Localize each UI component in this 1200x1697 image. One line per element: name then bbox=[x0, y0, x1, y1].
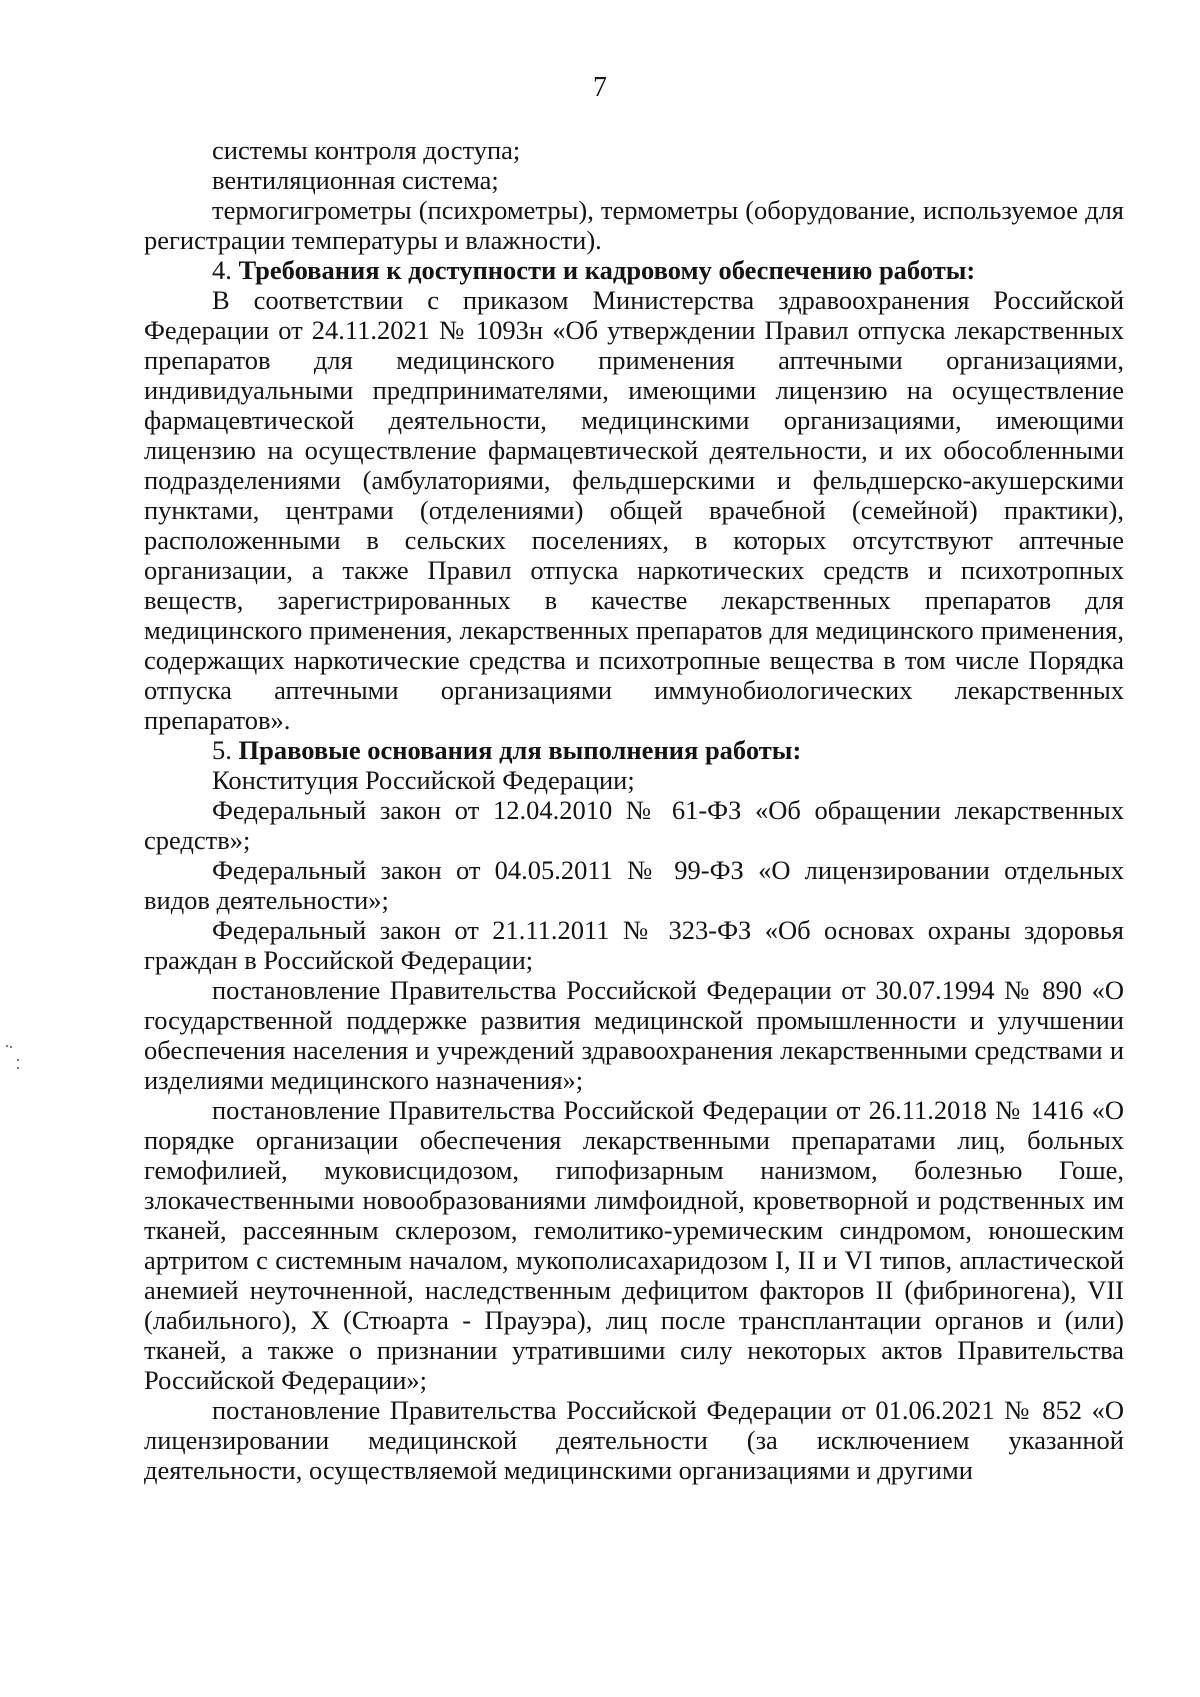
section-5-number: 5. bbox=[212, 735, 232, 765]
section-4-number: 4. bbox=[212, 255, 232, 285]
list-item-ventilation: вентиляционная система; bbox=[212, 165, 499, 195]
legal-basis-resolution-890: постановление Правительства Российской Федерации от 30.07.1994 № 890 «О государственной поддержке развития медицинской промышленности и улучшении обеспечения населения и учреждений здравоохранения лекарственными средствами и изделиями медицинского назначения»; bbox=[144, 975, 1124, 1095]
legal-basis-law-99: Федеральный закон от 04.05.2011 № 99-ФЗ «О лицензировании отдельных видов деятельности»; bbox=[144, 855, 1124, 915]
section-4-heading bbox=[144, 255, 1124, 285]
section-5-title: Правовые основания для выполнения работы: bbox=[238, 735, 802, 765]
section-5-heading bbox=[144, 735, 1124, 765]
legal-basis-resolution-852: постановление Правительства Российской Федерации от 01.06.2021 № 852 «О лицензировании медицинской деятельности (за исключением указанной деятельности, осуществляемой медицинскими организациями и другими bbox=[144, 1395, 1124, 1485]
legal-basis-resolution-1416: постановление Правительства Российской Федерации от 26.11.2018 № 1416 «О порядке организации обеспечения лекарственными препаратами лиц, больных гемофилией, муковисцидозом, гипофизарным нанизмом, болезнью Гоше, злокачественными новообразованиями лимфоидной, кроветворной и родственных им тканей, рассеянным склерозом, гемолитико-уремическим синдромом, юношеским артритом с системным началом, мукополисахаридозом I, II и VI типов, апластической анемией неуточненной, наследственным дефицитом факторов II (фибриногена), VII (лабильного), X (Стюарта - Прауэра), лиц после трансплантации органов и (или) тканей, а также о признании утратившими силу некоторых актов Правительства Российской Федерации»; bbox=[144, 1095, 1124, 1395]
list-item-thermohygrometers: термогигрометры (психрометры), термометры (оборудование, используемое для регистрации температуры и влажности). bbox=[144, 195, 1124, 255]
document-body bbox=[144, 135, 1124, 1485]
legal-basis-constitution: Конституция Российской Федерации; bbox=[212, 765, 635, 795]
scan-artifact bbox=[6, 1045, 20, 1085]
page-number: 7 bbox=[593, 72, 607, 103]
list-item-access-control: системы контроля доступа; bbox=[212, 135, 521, 165]
legal-basis-law-323: Федеральный закон от 21.11.2011 № 323-ФЗ «Об основах охраны здоровья граждан в Российской Федерации; bbox=[144, 915, 1124, 975]
section-4-paragraph: В соответствии с приказом Министерства здравоохранения Российской Федерации от 24.11.2021 № 1093н «Об утверждении Правил отпуска лекарственных препаратов для медицинского применения аптечными организациями, индивидуальными предпринимателями, имеющими лицензию на осуществление фармацевтической деятельности, медицинскими организациями, имеющими лицензию на осуществление фармацевтической деятельности, и их обособленными подразделениями (амбулаториями, фельдшерскими и фельдшерско-акушерскими пунктами, центрами (отделениями) общей врачебной (семейной) практики), расположенными в сельских поселениях, в которых отсутствуют аптечные организации, а также Правил отпуска наркотических средств и психотропных веществ, зарегистрированных в качестве лекарственных препаратов для медицинского применения, лекарственных препаратов для медицинского применения, содержащих наркотические средства и психотропные вещества в том числе Порядка отпуска аптечными организациями иммунобиологических лекарственных препаратов». bbox=[144, 285, 1124, 735]
section-4-title: Требования к доступности и кадровому обеспечению работы: bbox=[238, 255, 976, 285]
legal-basis-law-61: Федеральный закон от 12.04.2010 № 61-ФЗ «Об обращении лекарственных средств»; bbox=[144, 795, 1124, 855]
